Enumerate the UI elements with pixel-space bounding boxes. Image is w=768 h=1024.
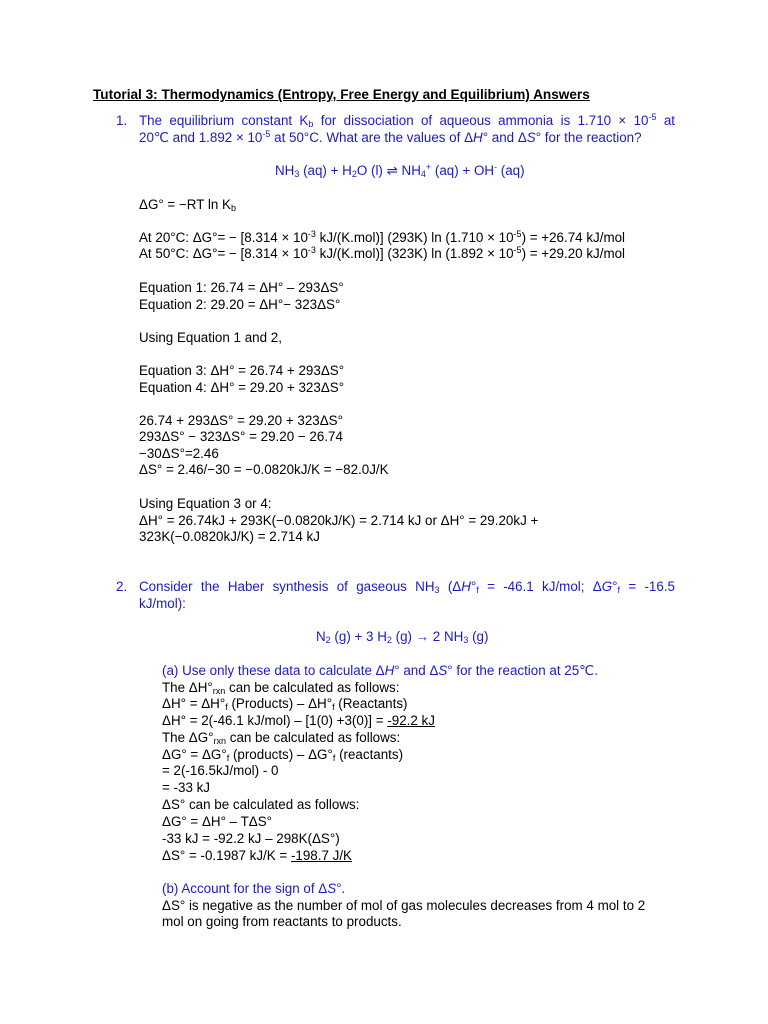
q2-number: 2. — [116, 579, 128, 594]
q2-a-line-6: = 2(-16.5kJ/mol) - 0 — [162, 763, 279, 778]
q1-stem-line1: The equilibrium constant $K_b$ for dissociation of aqueous ammonia is $1.710 \times 10^{-5}$ at — [139, 112, 675, 129]
q2-a-line-7: = -33 kJ — [162, 780, 211, 795]
q1-equation-4: Equation 4: ΔH° = 29.20 + 323ΔS° — [139, 380, 345, 395]
q1-using-1-2: Using Equation 1 and 2, — [139, 330, 282, 345]
q2-a-line-11: ΔS° = -0.1987 kJ/K = -198.7 J/K — [162, 848, 352, 863]
q2-a-line-9: ΔG° = ΔH° – TΔS° — [162, 814, 273, 829]
q2-a-line-5: $\Delta G^\circ = \Delta G^\circ_f$ (products) – $\Delta G^\circ_f$ (reactants) — [162, 747, 404, 763]
page-title: Tutorial 3: Thermodynamics (Entropy, Free Energy and Equilibrium) Answers — [93, 87, 590, 102]
q2-reaction-equation: $N_2$ (g) + 3 $H_2$ (g) → 2 $NH_3$ (g) — [316, 629, 489, 645]
q1-step-3: −30ΔS°=2.46 — [139, 446, 219, 461]
q1-step-4: ΔS° = 2.46/−30 = −0.0820kJ/K = −82.0J/K — [139, 462, 389, 477]
q1-step-1: 26.74 + 293ΔS° = 29.20 + 323ΔS° — [139, 413, 343, 428]
q2-part-a-prompt: (a) Use only these data to calculate ΔH° and ΔS° for the reaction at 25℃. — [162, 663, 598, 678]
q2-a-line-10: -33 kJ = -92.2 kJ – 298K(ΔS°) — [162, 831, 340, 846]
q1-at50-calc: At 50°C: $\Delta G^\circ= - [8.314 \times 10^{-3}$ kJ/(K.mol)] (323K) $\ln (1.892 \times 10^{-5}) = +29.20$ kJ/mol — [139, 245, 626, 261]
q2-a-line-2: $\Delta H^\circ = \Delta H^\circ_f$ (Products) – $\Delta H^\circ_f$ (Reactants) — [162, 696, 408, 712]
q2-b-line-2: mol on going from reactants to products. — [162, 914, 402, 929]
q1-using-3-4: Using Equation 3 or 4: — [139, 496, 272, 511]
q1-equation-1: Equation 1: 26.74 = ΔH° – 293ΔS° — [139, 280, 344, 295]
q1-stem-line2: 20℃ and $1.892 \times 10^{-5}$ at 50°C. What are the values of ΔH° and ΔS° for the reaction? — [139, 129, 642, 145]
q2-part-b-prompt: (b) Account for the sign of ΔS°. — [162, 881, 346, 896]
q1-dg-formula: ΔG° = −RT $\ln K_b$ — [139, 197, 236, 213]
q2-stem-line1: Consider the Haber synthesis of gaseous $NH_3$ ($\Delta H^\circ_f = -46.1$ kJ/mol; $\Delta G^\circ_f = -16.5$ — [139, 579, 675, 595]
q1-at20-calc: At 20°C: $\Delta G^\circ= - [8.314 \times 10^{-3}$ kJ/(K.mol)] (293K) $\ln (1.710 \times 10^{-5}) = +26.74$ kJ/mol — [139, 229, 626, 245]
q1-step-2: 293ΔS° − 323ΔS° = 29.20 − 26.74 — [139, 429, 343, 444]
q2-a-line-8: ΔS° can be calculated as follows: — [162, 797, 360, 812]
q2-a-line-3: ΔH° = 2(-46.1 kJ/mol) – [1(0) +3(0)] = -92.2 kJ — [162, 713, 435, 728]
q2-stem-line2: kJ/mol): — [139, 596, 186, 611]
q2-dh-answer: -92.2 kJ — [387, 713, 435, 728]
q2-b-line-1: ΔS° is negative as the number of mol of gas molecules decreases from 4 mol to 2 — [162, 898, 646, 913]
q1-reaction-equation: $NH_3$ $(aq) + H_2O$ (l) ⇌ $NH_4^+$ (aq) + OH- (aq) — [275, 162, 525, 179]
q1-dh-line-2: 323K(−0.0820kJ/K) = 2.714 kJ — [139, 529, 320, 544]
q2-a-line-4: The $\Delta G^\circ_{rxn}$ can be calculated as follows: — [162, 730, 401, 746]
q2-ds-answer: -198.7 J/K — [290, 848, 352, 863]
q2-a-line-1: The $\Delta H^\circ_{rxn}$ can be calculated as follows: — [162, 680, 400, 696]
q1-dh-line-1: ΔH° = 26.74kJ + 293K(−0.0820kJ/K) = 2.714 kJ or ΔH° = 29.20kJ + — [139, 513, 539, 528]
q1-number: 1. — [116, 113, 128, 128]
q1-equation-3: Equation 3: ΔH° = 26.74 + 293ΔS° — [139, 363, 345, 378]
q1-equation-2: Equation 2: 29.20 = ΔH°− 323ΔS° — [139, 297, 341, 312]
